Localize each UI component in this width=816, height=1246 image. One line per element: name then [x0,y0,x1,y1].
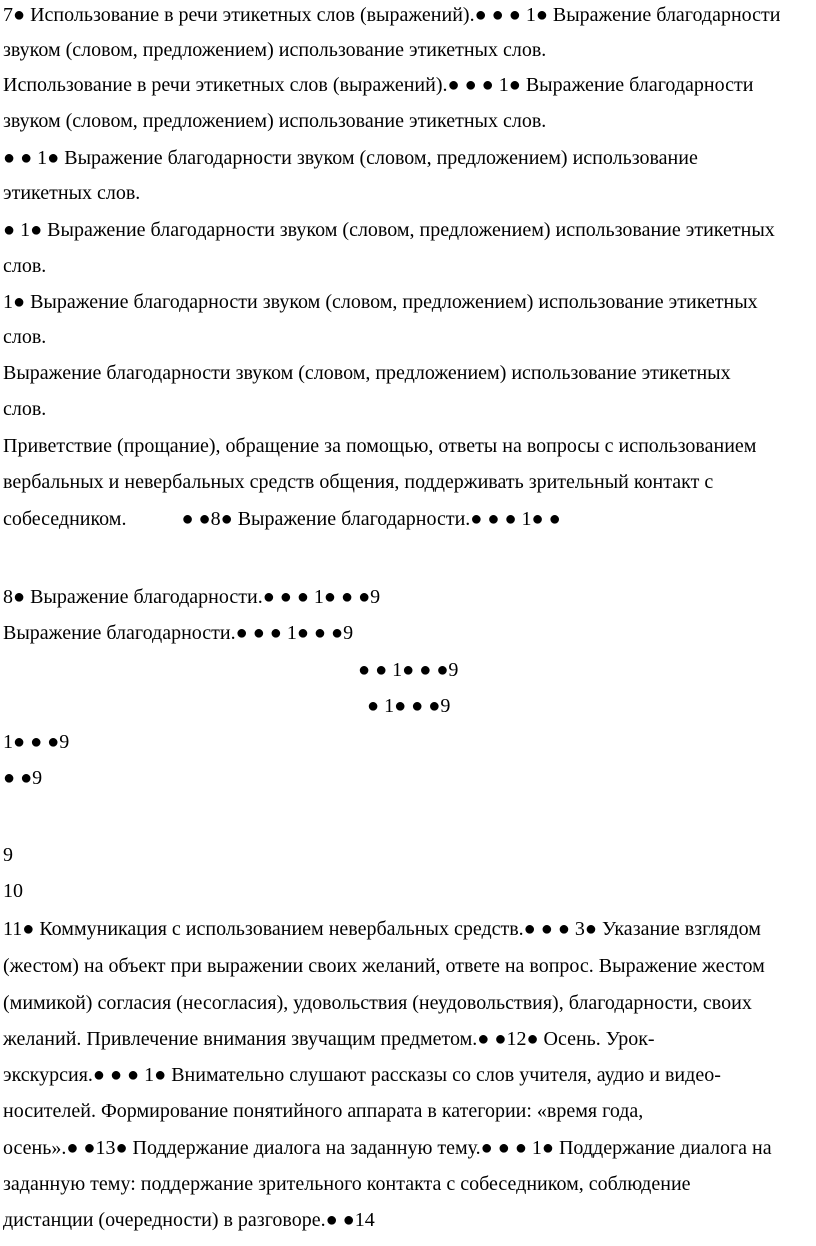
text-line-30: осень».● ●13● Поддержание диалога на заданную тему.● ● ● 1● Поддержание диалога на [3,1137,772,1159]
text-line-21: ● ●9 [3,767,43,789]
text-line-20: 1● ● ●9 [3,731,70,753]
text-line-11: Выражение благодарности звуком (словом, предложением) использование этикетных [3,362,731,384]
text-line-1: 7● Использование в речи этикетных слов (выражений).● ● ● 1● Выражение благодарности [3,4,781,26]
text-line-12: слов. [3,398,47,420]
text-line-18: ● ● 1● ● ●9 [358,659,459,681]
text-line-2: звуком (словом, предложением) использование этикетных слов. [3,39,547,61]
text-line-28: экскурсия.● ● ● 1● Внимательно слушают рассказы со слов учителя, аудио и видео- [3,1064,721,1086]
text-line-19: ● 1● ● ●9 [367,695,451,717]
text-line-25: (жестом) на объект при выражении своих желаний, ответе на вопрос. Выражение жестом [3,955,765,977]
text-line-13: Приветствие (прощание), обращение за помощью, ответы на вопросы с использованием [3,435,757,457]
text-line-7: ● 1● Выражение благодарности звуком (словом, предложением) использование этикетных [3,219,775,241]
text-line-22: 9 [3,844,13,866]
text-line-32: дистанции (очередности) в разговоре.● ●14 [3,1209,375,1231]
text-line-9: 1● Выражение благодарности звуком (словом, предложением) использование этикетных [3,291,758,313]
text-line-27: желаний. Привлечение внимания звучащим предметом.● ●12● Осень. Урок- [3,1028,655,1050]
text-line-10: слов. [3,326,47,348]
text-line-8: слов. [3,255,47,277]
text-line-17: Выражение благодарности.● ● ● 1● ● ●9 [3,622,354,644]
text-line-24: 11● Коммуникация с использованием невербальных средств.● ● ● 3● Указание взглядом [3,918,761,940]
text-line-23: 10 [3,880,23,902]
text-line-29: носителей. Формирование понятийного аппарата в категории: «время года, [3,1100,644,1122]
text-line-6: этикетных слов. [3,182,141,204]
text-line-4: звуком (словом, предложением) использование этикетных слов. [3,110,547,132]
text-line-26: (мимикой) согласия (несогласия), удовольствия (неудовольствия), благодарности, своих [3,992,752,1014]
text-line-15: собеседником. ● ●8● Выражение благодарности.● ● ● 1● ● [3,508,561,530]
text-line-3: Использование в речи этикетных слов (выражений).● ● ● 1● Выражение благодарности [3,74,754,96]
text-line-5: ● ● 1● Выражение благодарности звуком (словом, предложением) использование [3,147,698,169]
text-line-31: заданную тему: поддержание зрительного контакта с собеседником, соблюдение [3,1173,691,1195]
text-line-16: 8● Выражение благодарности.● ● ● 1● ● ●9 [3,586,381,608]
text-line-14: вербальных и невербальных средств общения, поддерживать зрительный контакт с [3,471,714,493]
